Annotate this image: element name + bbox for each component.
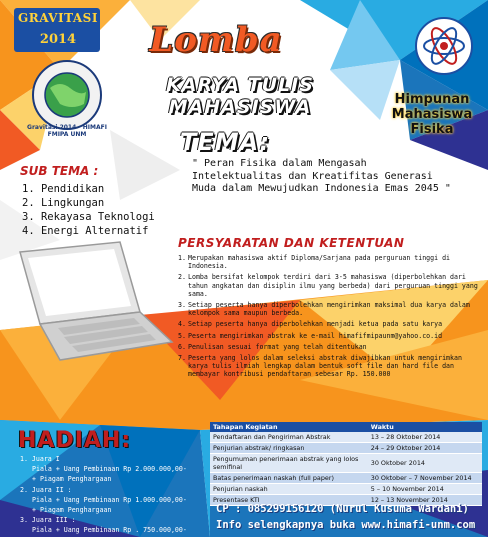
table-cell: Penjurian naskah xyxy=(210,484,368,495)
prize-title: 2. Juara II : xyxy=(20,485,72,494)
list-item: 2. Lomba bersifat kelompok terdiri dari 3-5 mahasiswa (diperbolehkan dari tahun angkatan dan disiplin ilmu yang berbeda) dari perguruan tinggi yang sama. xyxy=(178,273,478,298)
table-header-row xyxy=(210,422,482,432)
subtheme-list xyxy=(22,182,155,238)
list-item: 1. Merupakan mahasiswa aktif Diploma/Sarjana pada perguruan tinggi di Indonesia. xyxy=(178,254,451,271)
globe-emblem-icon xyxy=(30,58,104,132)
table-row xyxy=(210,473,482,484)
theme-heading: TEMA: xyxy=(180,128,271,156)
table-cell: Pendaftaran dan Pengiriman Abstrak xyxy=(210,432,368,443)
banner-title: GRAVITASI xyxy=(18,11,98,25)
table-cell: 5 – 10 November 2014 xyxy=(368,484,482,495)
list-item: 2. Lingkungan xyxy=(22,197,105,209)
table-row xyxy=(210,484,482,495)
list-item: 3. Setiap peserta hanya diperbolehkan mengirimkan maksimal dua karya dalam kelompok sama maupun berbeda. xyxy=(178,301,470,318)
event-title: Lomba xyxy=(149,20,283,60)
table-cell: Batas penerimaan naskah (full paper) xyxy=(210,473,368,484)
event-subtitle: KARYA TULIS MAHASISWA xyxy=(166,74,314,118)
table-cell: 13 – 28 Oktober 2014 xyxy=(368,432,482,443)
requirements-heading: PERSYARATAN DAN KETENTUAN xyxy=(178,236,405,250)
prize-detail: Piala + Uang Pembinaan Rp 2.000.000,00- xyxy=(32,465,187,474)
prize-detail: +Piagam Penghargaan xyxy=(32,536,108,545)
organizer-name xyxy=(382,92,482,137)
table-row xyxy=(210,443,482,454)
table-cell: 30 Oktober 2014 xyxy=(368,454,482,473)
schedule-table xyxy=(210,422,482,506)
list-item: 5. Peserta mengirimkan abstrak ke e-mail himafifmipaunm@yahoo.co.id xyxy=(178,331,443,340)
table-header-cell: Tahapan Kegiatan xyxy=(210,422,368,432)
requirements-list xyxy=(178,254,478,382)
theme-text: " Peran Fisika dalam Mengasah Intelektualitas dan Kreatifitas Generasi Muda dalam Mewujudkan Indonesia Emas 2045 " xyxy=(192,158,451,194)
prize-title: 3. Juara III : xyxy=(20,516,76,525)
table-cell: 12 – 13 November 2014 xyxy=(368,495,482,506)
laptop-illustration-icon xyxy=(0,242,175,362)
list-item: 7. Peserta yang lolos dalam seleksi abstrak diwajibkan untuk mengirimkan karya tulis ilmiah lengkap dalam bentuk soft file dan hard file dan membayar kontribusi pendaftaran sebesar Rp. 150.000 xyxy=(178,354,462,379)
table-header-cell: Waktu xyxy=(368,422,482,432)
subtheme-heading: SUB TEMA : xyxy=(20,164,99,178)
website-info: Info selengkapnya buka www.himafi-unm.com xyxy=(216,519,476,531)
table-row xyxy=(210,432,482,443)
prize-detail: + Piagam Penghargaan xyxy=(32,506,112,515)
table-cell: Penjurian abstrak/ ringkasan xyxy=(210,443,368,454)
prizes-heading: HADIAH: xyxy=(18,428,132,453)
list-item: 1. Pendidikan xyxy=(22,183,105,195)
contact-person: CP : 085299156120 (Nurul Kusuma Wardani) xyxy=(216,503,469,515)
atom-wave-emblem-icon xyxy=(414,16,474,76)
table-cell: Presentase KTI xyxy=(210,495,368,506)
table-cell: 24 – 29 Oktober 2014 xyxy=(368,443,482,454)
table-cell: 30 Oktober – 7 November 2014 xyxy=(368,473,482,484)
gravitasi-logo-caption: Gravitasi 2014 · HIMAFI FMIPA UNM xyxy=(27,124,107,138)
prizes-list xyxy=(20,455,200,547)
organizer-line-3: Fisika xyxy=(410,122,454,137)
prize-title: 1. Juara I xyxy=(20,455,60,463)
list-item: 3. Rekayasa Teknologi xyxy=(22,211,155,223)
list-item: 4. Setiap peserta hanya diperbolehkan menjadi ketua pada satu karya xyxy=(178,320,443,329)
prize-detail: Piala + Uang Pembinaan Rp . 750.000,00- xyxy=(32,526,187,535)
banner-year: 2014 xyxy=(39,32,77,47)
prize-detail: Piala + Uang Pembinaan Rp 1.000.000,00- xyxy=(32,495,187,504)
table-cell: Pengumuman penerimaan abstrak yang lolos semifinal xyxy=(210,454,368,473)
list-item: 6. Penulisan sesuai format yang telah ditentukan xyxy=(178,342,367,351)
list-item: 4. Energi Alternatif xyxy=(22,225,149,237)
prize-detail: + Piagam Penghargaan xyxy=(32,475,112,484)
organizer-line-2: Mahasiswa xyxy=(391,107,473,122)
organizer-line-1: Himpunan xyxy=(394,92,470,107)
table-row xyxy=(210,454,482,473)
